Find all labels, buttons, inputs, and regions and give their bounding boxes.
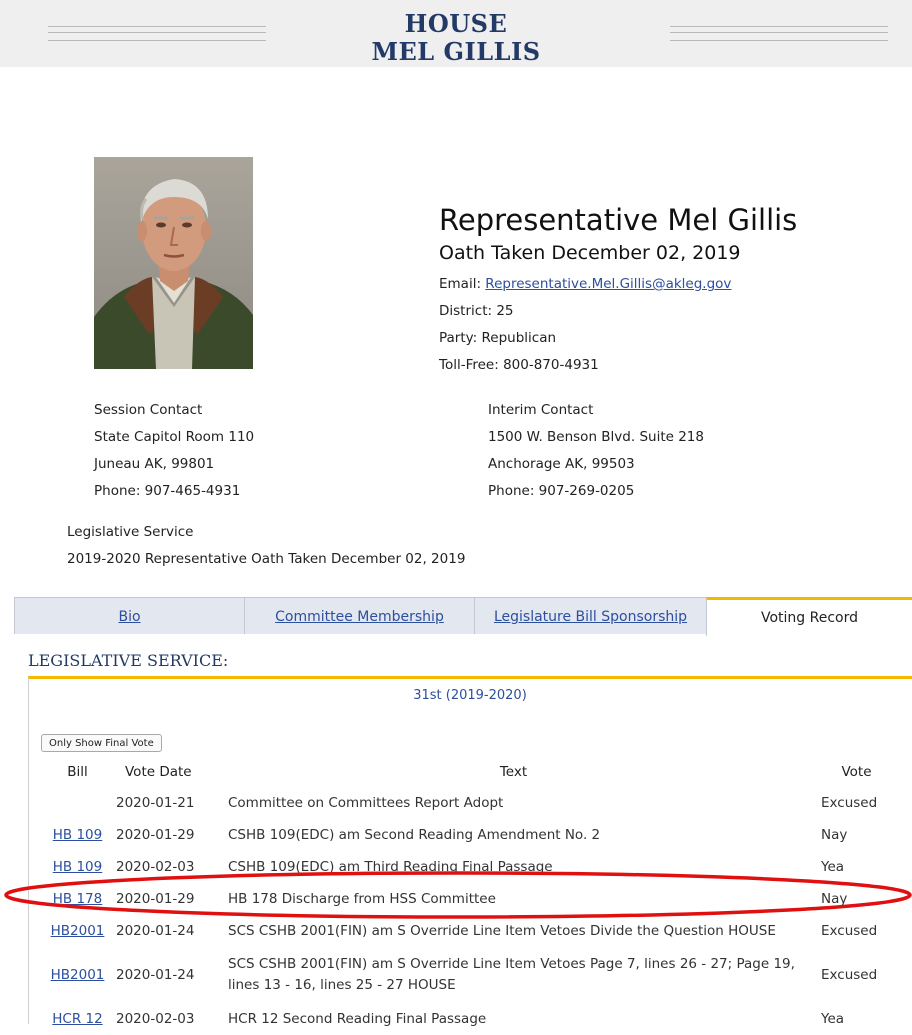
vote-text-cell: HB 178 Discharge from HSS Committee [228,890,496,907]
column-header-text: Text [499,764,528,780]
table-row [40,947,912,1003]
bill-link[interactable]: HCR 12 [52,1011,103,1027]
chamber-title: HOUSE [404,9,508,38]
email-line [439,276,731,292]
table-header-row [40,757,912,787]
vote-cell: Excused [821,795,878,811]
column-header-vote-date: Vote Date [125,764,192,780]
tab-bio[interactable]: Bio [14,597,245,634]
vote-cell: Yea [821,1011,845,1027]
vote-cell: Excused [821,923,878,939]
table-row [40,851,912,883]
email-label: Email: [439,276,486,292]
bill-link[interactable]: HB 178 [52,891,103,907]
table-row [40,787,912,819]
vote-date-cell: 2020-01-21 [116,795,195,811]
vote-text-cell: CSHB 109(EDC) am Second Reading Amendment No. 2 [228,826,601,843]
interim-contact-phone: Phone: 907-269-0205 [488,483,635,499]
header-bar [0,0,912,67]
only-final-vote-button[interactable]: Only Show Final Vote [41,734,162,752]
column-header-vote: Vote [841,764,872,780]
vote-cell: Nay [821,827,848,843]
session-contact-title: Session Contact [94,402,203,418]
vote-date-cell: 2020-01-29 [116,827,195,843]
vote-date-cell: 2020-02-03 [116,859,195,875]
vote-text-cell: SCS CSHB 2001(FIN) am S Override Line Item Vetoes Page 7, lines 26 - 27; Page 19, lines 13 - 16, lines 25 - 27 HOUSE [228,956,795,993]
vote-cell: Nay [821,891,848,907]
vote-date-cell: 2020-01-24 [116,967,195,983]
vote-text-cell: CSHB 109(EDC) am Third Reading Final Passage [228,858,553,875]
member-title: MEL GILLIS [371,37,541,66]
vote-cell: Yea [821,859,845,875]
bill-link[interactable]: HB2001 [50,967,105,983]
bill-cell [40,947,115,1003]
interim-contact-city: Anchorage AK, 99503 [488,456,635,472]
column-header-bill: Bill [67,764,88,780]
table-row [40,915,912,947]
tab-committee-membership[interactable]: Committee Membership [244,597,475,634]
tab-voting-record[interactable]: Voting Record [706,597,912,636]
member-portrait [94,157,253,369]
email-link[interactable]: Representative.Mel.Gillis@akleg.gov [485,276,732,292]
session-contact-address: State Capitol Room 110 [94,429,255,445]
session-contact-phone: Phone: 907-465-4931 [94,483,241,499]
vote-text-cell: HCR 12 Second Reading Final Passage [228,1010,487,1027]
voting-record-table [40,757,912,1035]
tab-bill-sponsorship[interactable]: Legislature Bill Sponsorship [474,597,707,634]
section-title: LEGISLATIVE SERVICE: [28,651,229,670]
legislative-service-entry: 2019-2020 Representative Oath Taken December 02, 2019 [67,551,466,567]
bill-cell [40,851,115,883]
table-row-highlighted [40,883,912,915]
interim-contact-address: 1500 W. Benson Blvd. Suite 218 [488,429,704,445]
bill-cell [40,787,115,819]
bill-cell [40,1003,115,1035]
table-row [40,819,912,851]
bill-link[interactable]: HB 109 [52,827,103,843]
district: District: 25 [439,303,514,319]
toll-free-phone: Toll-Free: 800-870-4931 [439,357,599,373]
bill-cell [40,819,115,851]
representative-name: Representative Mel Gillis [439,203,798,237]
bill-cell [40,915,115,947]
bill-cell [40,883,115,915]
vote-date-cell: 2020-02-03 [116,1011,195,1027]
party: Party: Republican [439,330,557,346]
session-contact-city: Juneau AK, 99801 [94,456,215,472]
vote-date-cell: 2020-01-29 [116,891,195,907]
interim-contact-title: Interim Contact [488,402,594,418]
bill-link[interactable]: HB 109 [52,859,103,875]
bill-link[interactable]: HB2001 [50,923,105,939]
profile-tabs [14,597,912,635]
vote-text-cell: SCS CSHB 2001(FIN) am S Override Line Item Vetoes Divide the Question HOUSE [228,922,776,939]
vote-cell: Excused [821,967,878,983]
vote-date-cell: 2020-01-24 [116,923,195,939]
table-row [40,1003,912,1035]
vote-text-cell: Committee on Committees Report Adopt [228,794,504,811]
session-heading: 31st (2019-2020) [413,688,527,703]
oath-date: Oath Taken December 02, 2019 [439,242,741,264]
legislative-service-title: Legislative Service [67,524,194,540]
